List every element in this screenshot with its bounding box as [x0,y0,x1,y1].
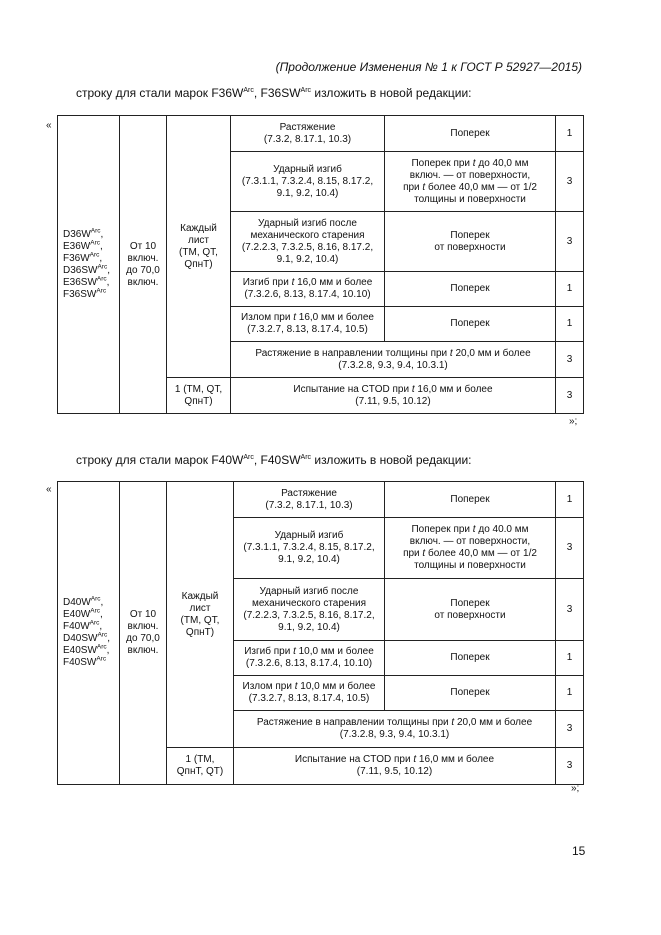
intro-text-1 [76,86,472,100]
steel-table-1 [57,115,584,414]
count-cell: 3 [556,579,584,641]
intro-mid: , F36SW [253,86,301,100]
count-cell: 1 [556,676,584,711]
count-cell: 3 [556,378,584,414]
test-cell: Ударный изгиб (7.3.1.1, 7.3.2.4, 8.15, 8.17.2, 9.1, 9.2, 10.4) [231,152,385,212]
sampling-cell: Каждый лист (ТМ, QT, QпнТ) [167,482,234,748]
intro-mid: , F40SW [253,453,301,467]
intro-sup: Arc [243,454,254,461]
grade: $D36W^{Arc}$, [63,227,104,240]
intro-post: изложить в новой редакции: [311,86,472,100]
intro-sup: Arc [300,454,312,461]
test-cell: Ударный изгиб (7.3.1.1, 7.3.2.4, 8.15, 8.17.2, 9.1, 9.2, 10.4) [234,518,385,579]
sampling-cell: Каждый лист (ТМ, QT, QпнТ) [167,116,231,378]
test-cell: Растяжение (7.3.2, 8.17.1, 10.3) [234,482,385,518]
test-cell-wide: Растяжение в направлении толщины при t 20,0 мм и более (7.3.2.8, 9.3, 9.4, 10.3.1) [231,342,556,378]
direction-cell: Поперек [385,116,556,152]
test-cell: Изгиб при t 10,0 мм и более (7.3.2.6, 8.13, 8.17.4, 10.10) [234,641,385,676]
direction-cell: Поперек [385,482,556,518]
grade: $E40W^{Arc}$, [63,607,103,620]
count-cell: 1 [556,307,584,342]
grade: $F36SW^{Arc}$ [63,287,107,300]
intro-pre: строку для стали марок F36W [76,86,244,100]
count-cell: 3 [556,711,584,748]
count-cell: 1 [556,272,584,307]
test-cell: Ударный изгиб после механического старения (7.2.2.3, 7.3.2.5, 8.16, 8.17.2, 9.1, 9.2, 10.4) [234,579,385,641]
grade: $D36SW^{Arc}$, [63,263,110,276]
count-cell: 3 [556,342,584,378]
direction-cell: Поперек от поверхности [385,579,556,641]
direction-cell: Поперек от поверхности [385,212,556,272]
open-quote-2: « [46,484,52,495]
grade: $E36W^{Arc}$, [63,239,103,252]
grade: $F40W^{Arc}$, [63,619,103,632]
count-cell: 3 [556,518,584,579]
direction-cell: Поперек [385,272,556,307]
direction-cell: Поперек при t до 40.0 мм включ. — от поверхности, при t более 40,0 мм — от 1/2 толщины и поверхности [385,518,556,579]
test-cell: Излом при t 16,0 мм и более (7.3.2.7, 8.13, 8.17.4, 10.5) [231,307,385,342]
page-number: 15 [572,844,586,858]
intro-sup: Arc [300,87,312,94]
test-cell-wide: Растяжение в направлении толщины при t 20,0 мм и более (7.3.2.8, 9.3, 9.4, 10.3.1) [234,711,556,748]
sampling-cell: 1 (ТМ, QпнТ, QT) [167,748,234,785]
open-quote-1: « [46,120,52,131]
grade: $E40SW^{Arc}$, [63,643,110,656]
count-cell: 1 [556,116,584,152]
close-quote-1: »; [569,416,578,427]
intro-pre: строку для стали марок F40W [76,453,244,467]
count-cell: 3 [556,152,584,212]
count-cell: 1 [556,641,584,676]
close-quote-2: »; [571,783,580,794]
direction-cell: Поперек [385,641,556,676]
test-cell-wide: Испытание на CTOD при t 16,0 мм и более (7.11, 9.5, 10.12) [234,748,556,785]
document-header: (Продолжение Изменения № 1 к ГОСТ Р 52927—2015) [275,60,582,74]
intro-sup: Arc [243,87,254,94]
count-cell: 1 [556,482,584,518]
grade: $F40SW^{Arc}$ [63,655,107,668]
test-cell: Излом при t 10,0 мм и более (7.3.2.7, 8.13, 8.17.4, 10.5) [234,676,385,711]
grade: $D40W^{Arc}$, [63,595,104,608]
thickness-cell: От 10 включ. до 70,0 включ. [120,482,167,785]
grade: $E36SW^{Arc}$, [63,275,110,288]
thickness-cell: От 10 включ. до 70,0 включ. [120,116,167,414]
count-cell: 3 [556,748,584,785]
intro-post: изложить в новой редакции: [311,453,472,467]
sampling-cell: 1 (ТМ, QT, QпнТ) [167,378,231,414]
grades-cell [58,482,120,785]
intro-text-2 [76,453,472,467]
test-cell: Ударный изгиб после механического старения (7.2.2.3, 7.3.2.5, 8.16, 8.17.2, 9.1, 9.2, 10.4) [231,212,385,272]
direction-cell: Поперек [385,676,556,711]
test-cell: Растяжение (7.3.2, 8.17.1, 10.3) [231,116,385,152]
test-cell: Изгиб при t 16,0 мм и более (7.3.2.6, 8.13, 8.17.4, 10.10) [231,272,385,307]
count-cell: 3 [556,212,584,272]
direction-cell: Поперек при t до 40,0 мм включ. — от поверхности, при t более 40,0 мм — от 1/2 толщины и поверхности [385,152,556,212]
grades-cell [58,116,120,414]
test-cell-wide: Испытание на CTOD при t 16,0 мм и более (7.11, 9.5, 10.12) [231,378,556,414]
grade: $F36W^{Arc}$, [63,251,103,264]
steel-table-2 [57,481,584,785]
grade: $D40SW^{Arc}$, [63,631,110,644]
direction-cell: Поперек [385,307,556,342]
